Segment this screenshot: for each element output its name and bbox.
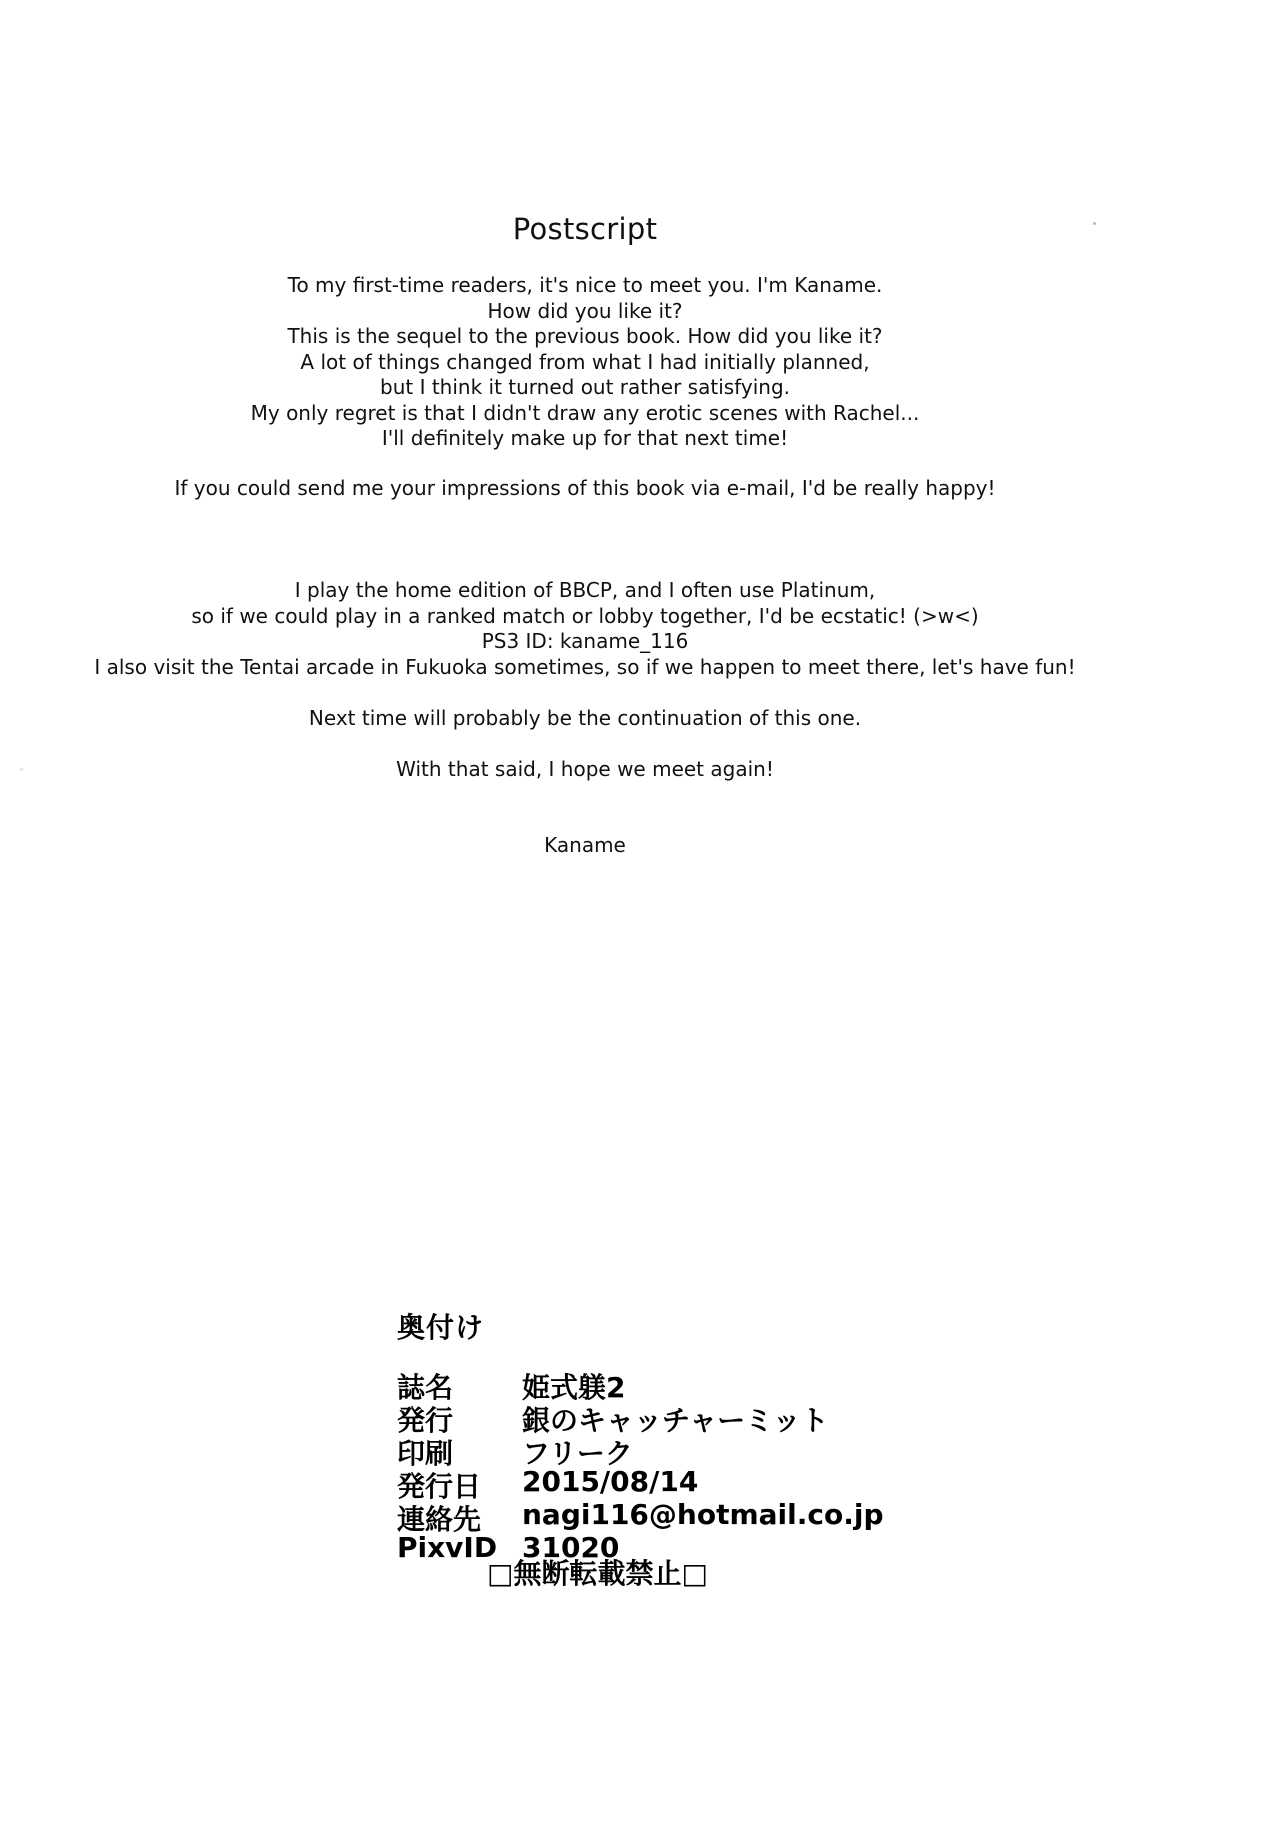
text-line: I play the home edition of BBCP, and I often use Platinum, xyxy=(294,578,876,602)
colophon-row-contact xyxy=(397,1498,957,1536)
text-line: PS3 ID: kaname_116 xyxy=(481,629,689,653)
signature-text: Kaname xyxy=(544,833,626,857)
colophon-row-date xyxy=(397,1465,957,1503)
text-line: I also visit the Tentai arcade in Fukuoka sometimes, so if we happen to meet there, let's have fun! xyxy=(94,654,1076,679)
colophon-key: 発行日 xyxy=(397,1470,482,1503)
colophon-key: 誌名 xyxy=(397,1371,454,1404)
game-paragraph xyxy=(0,578,1170,680)
colophon-row-title xyxy=(397,1366,957,1404)
text-line: To my first-time readers, it's nice to meet you. I'm Kaname. xyxy=(287,273,883,297)
colophon-value: 2015/08/14 xyxy=(522,1465,699,1498)
text-line: so if we could play in a ranked match or lobby together, I'd be ecstatic! (>w<) xyxy=(191,603,979,628)
colophon xyxy=(397,1306,957,1590)
text-line: My only regret is that I didn't draw any erotic scenes with Rachel... xyxy=(250,400,920,425)
text-line: This is the sequel to the previous book. How did you like it? xyxy=(287,324,883,348)
colophon-title: 奥付け xyxy=(397,1311,485,1344)
colophon-value: 銀のキャッチャーミット xyxy=(522,1404,829,1437)
page-title: Postscript xyxy=(512,212,658,246)
text-line: How did you like it? xyxy=(487,298,683,323)
colophon-key: 連絡先 xyxy=(397,1503,482,1536)
colophon-key: 印刷 xyxy=(397,1437,454,1470)
colophon-value: nagi116@hotmail.co.jp xyxy=(522,1498,884,1531)
text-line: but I think it turned out rather satisfying. xyxy=(380,375,790,399)
text-line: With that said, I hope we meet again! xyxy=(396,757,774,781)
no-reprint-notice: □無断転載禁止□ xyxy=(487,1557,708,1590)
colophon-row-publisher xyxy=(397,1399,957,1437)
text-line: A lot of things changed from what I had initially planned, xyxy=(300,349,870,374)
colophon-row-printer xyxy=(397,1432,957,1470)
colophon-value: フリーク xyxy=(522,1437,633,1470)
text-line: Next time will probably be the continuation of this one. xyxy=(308,706,862,730)
colophon-key: PixvID xyxy=(397,1531,498,1564)
intro-paragraph xyxy=(0,273,1170,452)
email-note-paragraph xyxy=(0,476,1170,502)
colophon-value: 姫式躾2 xyxy=(522,1371,626,1404)
colophon-value: 31020 xyxy=(522,1531,620,1564)
signature xyxy=(0,833,1170,859)
colophon-key: 発行 xyxy=(397,1404,454,1437)
text-line: If you could send me your impressions of this book via e-mail, I'd be really happy! xyxy=(174,476,996,500)
farewell-paragraph xyxy=(0,757,1170,783)
text-line: I'll definitely make up for that next time! xyxy=(381,426,789,450)
next-time-paragraph xyxy=(0,706,1170,732)
